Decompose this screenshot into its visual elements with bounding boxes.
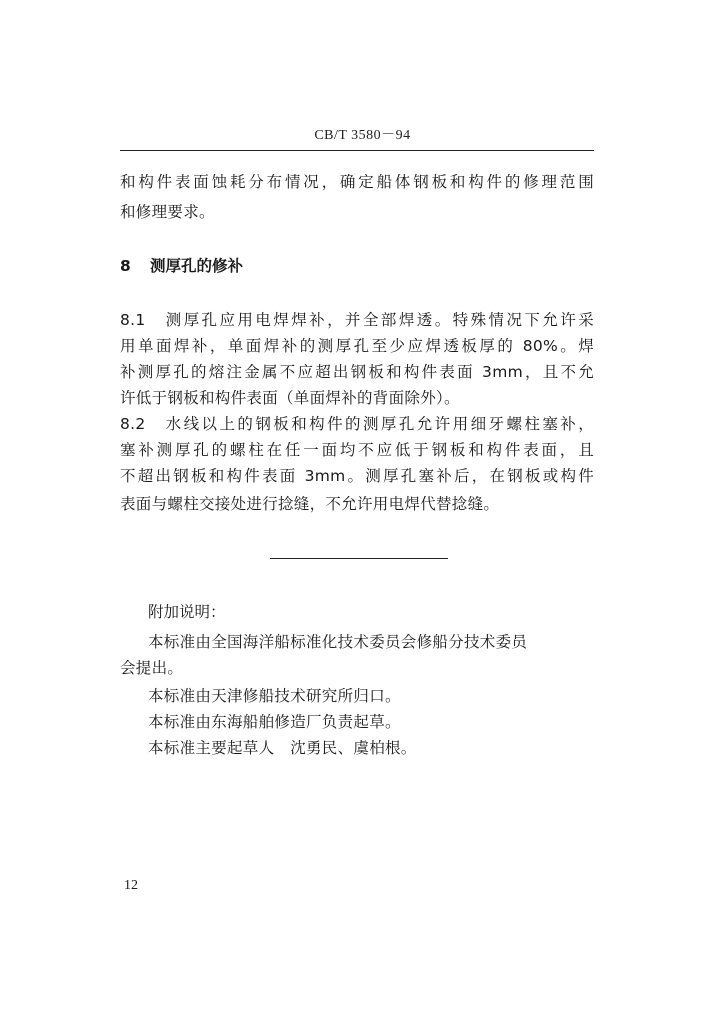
clause-8-1-line-2: 用单面焊补，单面焊补的测厚孔至少应焊透板厚的 80%。焊	[120, 337, 594, 355]
clause-8-2-line-2: 塞补测厚孔的螺柱在任一面均不应低于钢板和构件表面，且	[120, 441, 594, 459]
notes-line-1b: 会提出。	[120, 659, 184, 677]
page-number: 12	[124, 878, 138, 893]
standard-code: CB/T 3580－94	[314, 128, 411, 143]
header-divider	[120, 150, 594, 151]
notes-line-1a: 本标准由全国海洋船标准化技术委员会修船分技术委员	[148, 633, 528, 651]
notes-line-4: 本标准主要起草人 沈勇民、虞柏根。	[148, 739, 417, 757]
clause-8-1-line-1: 8.1 测厚孔应用电焊焊补，并全部焊透。特殊情况下允许采	[120, 311, 594, 329]
clause-8-2-line-4: 表面与螺柱交接处进行捻缝，不允许用电焊代替捻缝。	[120, 495, 500, 513]
notes-line-2: 本标准由天津修船技术研究所归口。	[148, 687, 401, 705]
section-8-title: 测厚孔的修补	[150, 257, 244, 275]
clause-8-1-line-4: 许低于钢板和构件表面（单面焊补的背面除外）。	[120, 389, 460, 407]
section-8-number: 8	[120, 257, 131, 275]
intro-line-1: 和构件表面蚀耗分布情况，确定船体钢板和构件的修理范围	[120, 173, 594, 191]
clause-8-1-line-3: 补测厚孔的熔注金属不应超出钢板和构件表面 3mm，且不允	[120, 363, 594, 381]
intro-line-2: 和修理要求。	[120, 203, 215, 221]
clause-8-2-line-3: 不超出钢板和构件表面 3mm。测厚孔塞补后，在钢板或构件	[120, 467, 594, 485]
notes-title: 附加说明：	[148, 603, 226, 621]
section-8-heading	[120, 256, 243, 276]
section-separator	[270, 558, 448, 559]
clause-8-2-line-1: 8.2 水线以上的钢板和构件的测厚孔允许用细牙螺柱塞补，	[120, 415, 594, 433]
notes-line-3: 本标准由东海船舶修造厂负责起草。	[148, 713, 401, 731]
